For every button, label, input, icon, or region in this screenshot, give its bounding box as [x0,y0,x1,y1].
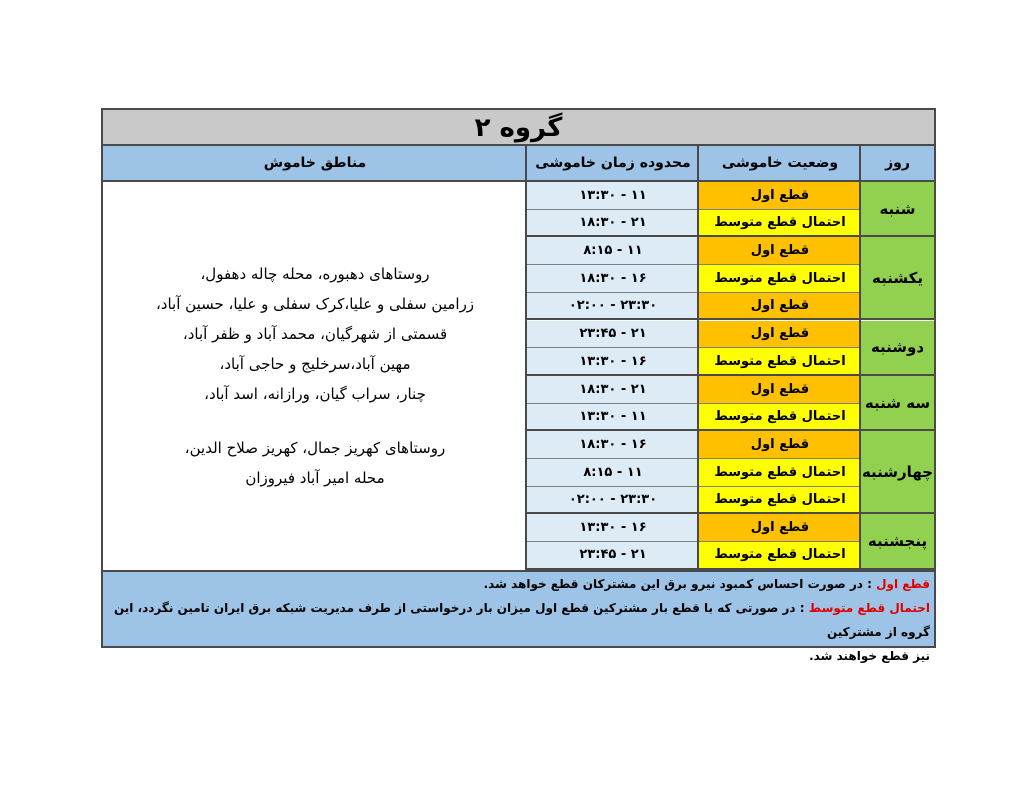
area-line: چنار، سراب گیان، ورازانه، اسد آباد، [204,385,426,403]
status-cell: قطع اول [699,431,861,459]
areas-cell [103,182,527,570]
time-range-cell: ۱۶ - ۱۸:۳۰ [527,431,699,459]
time-range-cell: ۲۱ - ۱۸:۳۰ [527,210,699,238]
day-cell: سه شنبه [861,376,934,431]
time-range-cell: ۱۶ - ۱۳:۳۰ [527,348,699,376]
status-cell: احتمال قطع متوسط [699,348,861,376]
note-medium-text-2: نیز قطع خواهند شد. [809,649,930,663]
status-cell: احتمال قطع متوسط [699,404,861,432]
status-cell: قطع اول [699,321,861,349]
header-day: روز [861,146,934,182]
group-title: گروه ۲ [103,110,934,146]
day-cell: دوشنبه [861,321,934,376]
status-cell: احتمال قطع متوسط [699,542,861,570]
time-range-cell: ۱۱ - ۸:۱۵ [527,237,699,265]
header-time: محدوده زمان خاموشی [527,146,699,182]
legend-notes [103,570,934,663]
note-first [107,572,930,596]
status-cell: احتمال قطع متوسط [699,487,861,515]
area-line: روستاهای دهبوره، محله چاله دهفول، [200,265,430,283]
status-cell: قطع اول [699,293,861,321]
status-cell: قطع اول [699,514,861,542]
divider [697,146,699,570]
time-range-cell: ۱۱ - ۸:۱۵ [527,459,699,487]
status-cell: احتمال قطع متوسط [699,210,861,238]
time-range-cell: ۲۱ - ۲۳:۴۵ [527,321,699,349]
area-line: قسمتی از شهرگیان، محمد آباد و ظفر آباد، [182,325,448,343]
time-range-cell: ۲۱ - ۲۳:۴۵ [527,542,699,570]
note-first-label: قطع اول [876,577,930,591]
area-line: زرامین سفلی و علیا،کرک سفلی و علیا، حسین آباد، [155,295,475,313]
day-cell: یکشنبه [861,237,934,320]
status-cell: احتمال قطع متوسط [699,459,861,487]
time-range-cell: ۱۶ - ۱۳:۳۰ [527,514,699,542]
header-status: وضعیت خاموشی [699,146,861,182]
time-range-cell: ۲۳:۳۰ - ۰۲:۰۰ [527,293,699,321]
time-range-cell: ۲۳:۳۰ - ۰۲:۰۰ [527,487,699,515]
time-range-cell: ۱۱ - ۱۳:۳۰ [527,182,699,210]
area-line: مهین آباد،سرخلیج و حاجی آباد، [219,355,411,373]
area-line: روستاهای کهریز جمال، کهریز صلاح الدین، [184,439,446,457]
note-medium-label: احتمال قطع متوسط [808,601,930,615]
note-medium [107,596,930,644]
status-cell: قطع اول [699,182,861,210]
time-range-cell: ۲۱ - ۱۸:۳۰ [527,376,699,404]
divider [525,146,527,570]
status-cell: احتمال قطع متوسط [699,265,861,293]
divider [859,146,861,570]
note-medium-cont [107,644,930,668]
time-range-cell: ۱۶ - ۱۸:۳۰ [527,265,699,293]
time-range-cell: ۱۱ - ۱۳:۳۰ [527,404,699,432]
status-cell: قطع اول [699,376,861,404]
note-medium-text: : در صورتی که با قطع بار مشترکین قطع اول میزان بار درخواستی از طرف مدیریت شبکه برق ایران تامین نگردد، این گروه از مشترکین [113,601,930,639]
header-areas: مناطق خاموش [103,146,527,182]
schedule-table [101,108,936,663]
area-line: محله امیر آباد فیروزان [245,469,385,487]
note-first-text: : در صورت احساس کمبود نیرو برق این مشترکان قطع خواهد شد. [483,577,872,591]
day-cell: چهارشنبه [861,431,934,514]
day-cell: پنجشنبه [861,514,934,569]
status-cell: قطع اول [699,237,861,265]
day-cell: شنبه [861,182,934,237]
